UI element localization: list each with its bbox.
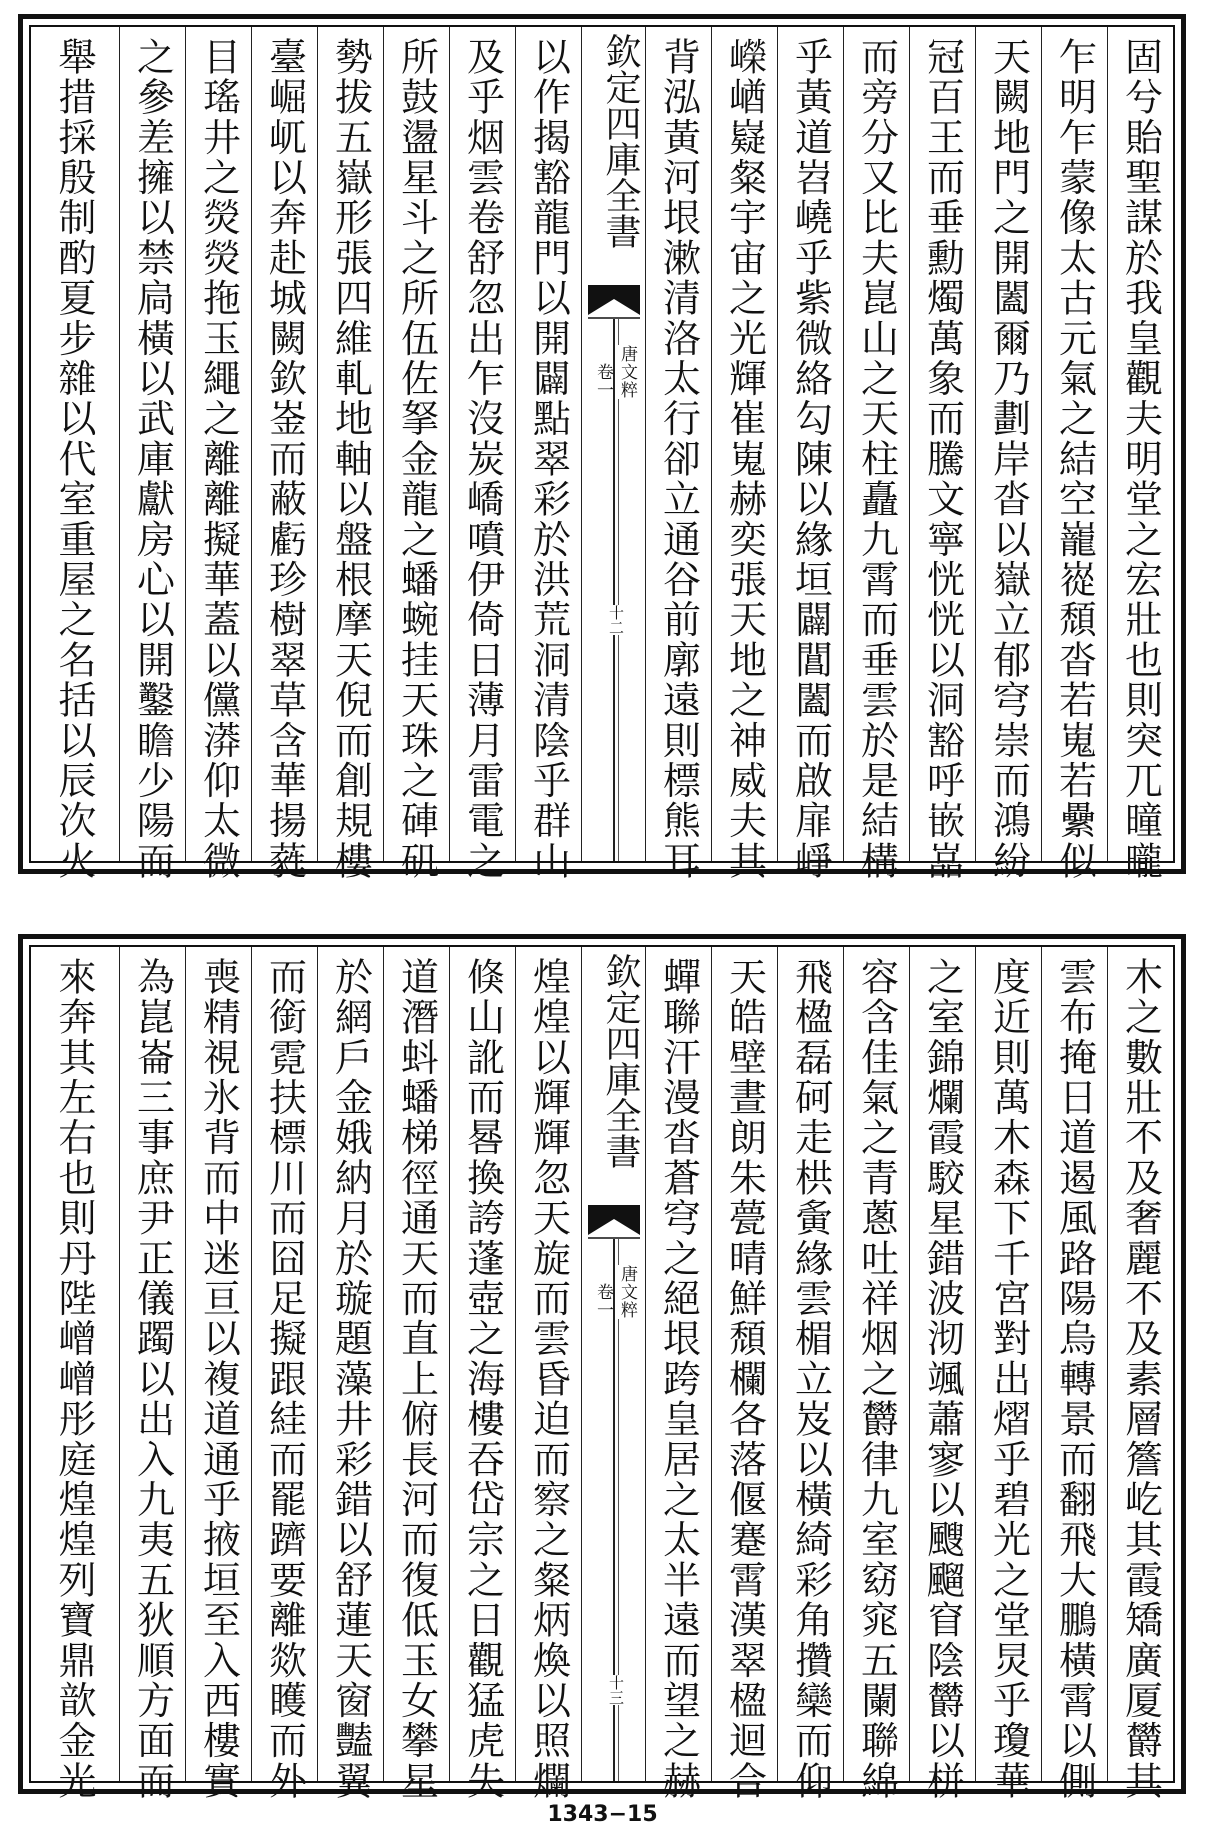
column-text: 及乎烟雲卷舒忽出乍沒炭嶠噴伊倚日薄月雷電之 xyxy=(460,37,505,882)
text-column xyxy=(449,27,515,882)
center-book: 唐文粹 xyxy=(617,345,637,399)
column-text: 蟬聯汗漫沓蒼穹之絕垠跨皇居之太半遠而望之赫 xyxy=(656,957,701,1802)
fold-line xyxy=(618,319,619,861)
column-text: 固兮貽聖謀於我皇觀夫明堂之宏壯也則突兀曈曨 xyxy=(1118,37,1163,882)
column-text: 背泓黃河垠漱清洛太行卻立通谷前廓遠則標熊耳 xyxy=(656,37,701,882)
text-column xyxy=(1041,27,1107,882)
center-title-wrap xyxy=(582,953,646,1169)
column-text: 天皓壁晝朗朱甍晴鮮頹欄各落偃蹇霄漢翠楹迴合 xyxy=(722,957,767,1802)
column-text: 天闕地門之開闔爾乃劃岸沓以嶽立郁穹崇而鴻紛 xyxy=(986,37,1031,882)
column-text: 於網戶金娥納月於璇題藻井彩錯以舒蓮天窗豔翼 xyxy=(328,957,373,1802)
column-text: 之室錦爛霞駮星錯波沏颯蕭寥以颼飀窅陰欝以栟 xyxy=(920,957,965,1802)
text-column xyxy=(515,27,581,882)
column-text: 喪精視氷背而中迷亘以複道通乎掖垣至入西樓實 xyxy=(196,957,241,1802)
page-frame xyxy=(29,945,1175,1802)
text-column xyxy=(29,27,119,882)
page-bottom xyxy=(18,934,1186,1802)
text-column xyxy=(843,27,909,882)
column-text: 而旁分又比夫崑山之天柱矗九霄而垂雲於是結構 xyxy=(854,37,899,882)
text-column xyxy=(449,947,515,1802)
text-column xyxy=(251,947,317,1802)
column-text: 乍明乍蒙像太古元氣之結空巃嵸頹沓若嵬若纍似 xyxy=(1052,37,1097,882)
column-text: 倏山訛而晷換誇蓬壺之海樓吞岱宗之日觀猛虎失 xyxy=(460,957,505,1802)
text-column xyxy=(1041,947,1107,1802)
column-text: 而銜霓扶標川而囧足擬跟絓而罷躋要離欻矆而外 xyxy=(262,957,307,1802)
column-text: 以作揭豁龍門以開闢點翠彩於洪荒洞清陰乎群山 xyxy=(526,37,571,882)
column-text: 之參差擁以禁扃橫以武庫獻房心以開鑿瞻少陽而 xyxy=(130,37,175,882)
fold-line xyxy=(613,319,615,861)
text-column xyxy=(29,947,119,1802)
column-text: 道潛蚪蟠梯徑通天而直上俯長河而復低玉女攀星 xyxy=(394,957,439,1802)
page-top xyxy=(18,14,1186,882)
column-text: 木之數壯不及奢麗不及素層簷屹其霞矯廣厦欝其 xyxy=(1118,957,1163,1802)
text-column xyxy=(119,27,185,882)
fishtail-mark-icon xyxy=(588,1205,640,1239)
text-column xyxy=(777,27,843,882)
center-book: 唐文粹 xyxy=(617,1265,637,1319)
text-column xyxy=(975,947,1041,1802)
column-text: 來奔其左右也則丹陛嶒嶒彤庭煌煌列寶鼎歆金光 xyxy=(52,957,96,1802)
center-volume: 卷一 xyxy=(593,363,613,399)
column-text: 勢拔五嶽形張四維軋地軸以盤根摩天倪而創規樓 xyxy=(328,37,373,882)
text-column xyxy=(185,27,251,882)
text-column xyxy=(317,947,383,1802)
text-column xyxy=(711,27,777,882)
text-column xyxy=(185,947,251,1802)
text-column xyxy=(645,947,711,1802)
page-footer-number: 1343−15 xyxy=(547,1802,658,1827)
text-column xyxy=(383,947,449,1802)
text-column xyxy=(119,947,185,1802)
column-text: 乎黃道岧嶢乎紫微絡勾陳以緣垣闢閶闔而啟扉崢 xyxy=(788,37,833,882)
center-page-number: 十三 xyxy=(607,1675,625,1705)
text-column xyxy=(1107,947,1173,1802)
center-fold xyxy=(581,947,645,1781)
text-column xyxy=(777,947,843,1802)
text-column xyxy=(711,947,777,1802)
text-column xyxy=(1107,27,1173,882)
column-text: 臺崛屼以奔赴城闕欽崟而蔽虧珍樹翠草含華揚蕤 xyxy=(262,37,307,882)
column-text: 雲布掩日道遏風路陽烏轉景而翻飛大鵬橫霄以側 xyxy=(1052,957,1097,1802)
center-title-wrap xyxy=(582,33,646,249)
text-column xyxy=(383,27,449,882)
column-text: 冠百王而垂勳燭萬象而騰文寧恍恍以洞豁呼嵌嵓 xyxy=(920,37,965,882)
text-column xyxy=(645,27,711,882)
column-text: 度近則萬木森下千宮對出熠乎碧光之堂炅乎瓊華 xyxy=(986,957,1031,1802)
center-page-number: 十二 xyxy=(607,605,625,635)
center-title: 欽定四庫全書 xyxy=(600,33,641,249)
text-column xyxy=(909,27,975,882)
column-text: 嶸崷嶷粲宇宙之光輝崔嵬赫奕張天地之神威夫其 xyxy=(722,37,767,882)
text-column xyxy=(251,27,317,882)
fishtail-mark-icon xyxy=(588,285,640,319)
column-text: 煌煌以輝輝忽天旋而雲昏迫而察之粲炳煥以照爛 xyxy=(526,957,571,1802)
text-column xyxy=(975,27,1041,882)
center-fold xyxy=(581,27,645,861)
column-text: 目瑤井之熒熒拖玉繩之離離擬華蓋以儻漭仰太微 xyxy=(196,37,241,882)
page-frame xyxy=(29,25,1175,882)
text-column xyxy=(843,947,909,1802)
center-title: 欽定四庫全書 xyxy=(600,953,641,1169)
center-volume: 卷一 xyxy=(593,1283,613,1319)
text-column xyxy=(317,27,383,882)
column-text: 所鼓盪星斗之所伍佐拏金龍之蟠蜿挂天珠之硨矶 xyxy=(394,37,439,882)
column-text: 舉措採殷制酌夏步雜以代室重屋之名括以辰次火 xyxy=(52,37,96,882)
column-text: 為崑崙三事庶尹正儀躅以出入九夷五狄順方面而 xyxy=(130,957,175,1802)
column-text: 容含佳氣之青蔥吐祥烟之欝律九室窈窕五闌聯綿 xyxy=(854,957,899,1802)
text-column xyxy=(515,947,581,1802)
text-column xyxy=(909,947,975,1802)
column-text: 飛楹磊砢走栱夤緣雲楣立岌以橫綺彩角攢欒而仰 xyxy=(788,957,833,1802)
